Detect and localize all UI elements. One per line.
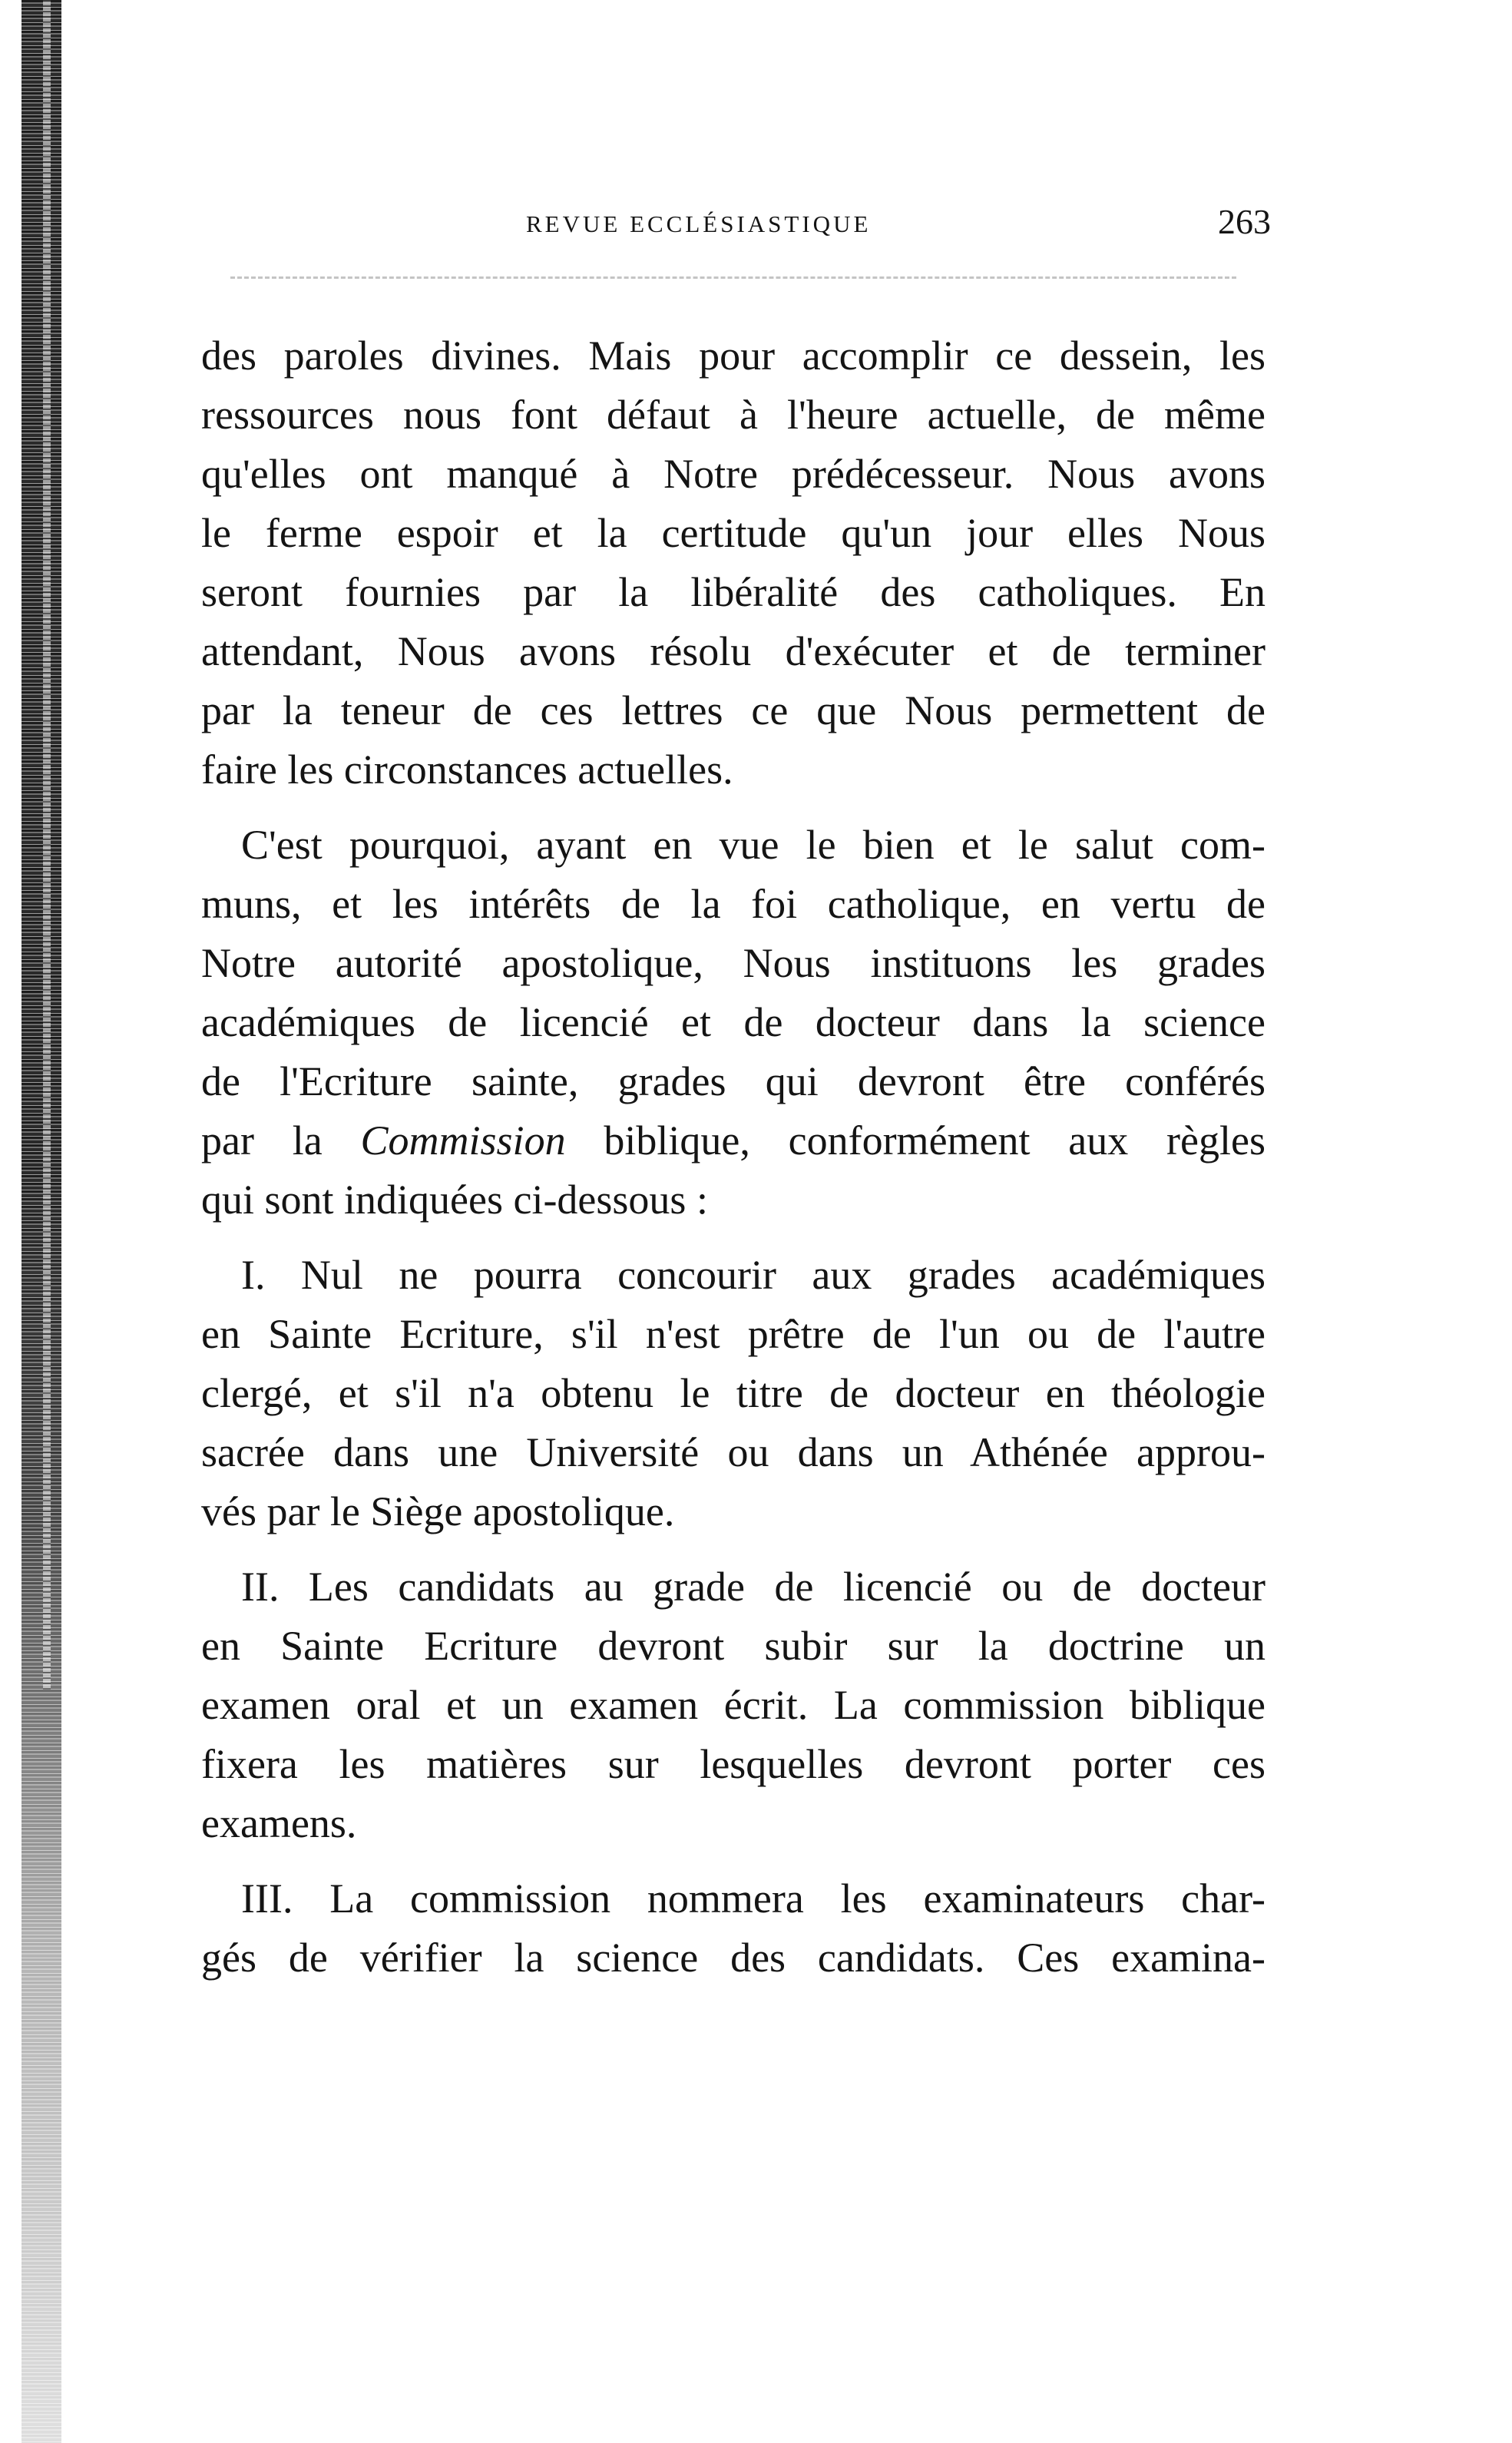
binding-edge-texture <box>43 0 51 1690</box>
text-line: faire les circonstances actuelles. <box>201 746 733 793</box>
text-line: I. Nul ne pourra concourir aux grades académiques <box>241 1252 1266 1298</box>
binding-edge-shadow <box>22 0 61 2443</box>
text-line: qui sont indiquées ci-dessous : <box>201 1177 708 1223</box>
text-line: clergé, et s'il n'a obtenu le titre de docteur en théologie <box>201 1370 1266 1416</box>
text-line: qu'elles ont manqué à Notre prédécesseur. Nous avons <box>201 451 1266 497</box>
text-line: académiques de licencié et de docteur dans la science <box>201 999 1266 1045</box>
running-head <box>203 201 1271 255</box>
body-text <box>201 326 1266 2004</box>
text-line: gés de vérifier la science des candidats. Ces examina- <box>201 1935 1266 1981</box>
text-line: C'est pourquoi, ayant en vue le bien et le salut com- <box>241 822 1266 868</box>
italic-term: Commission <box>360 1117 566 1164</box>
text-line: fixera les matières sur lesquelles devront porter ces <box>201 1741 1266 1787</box>
text-line: seront fournies par la libéralité des catholiques. En <box>201 569 1266 615</box>
running-title: REVUE ECCLÉSIASTIQUE <box>526 210 872 237</box>
text-line: II. Les candidats au grade de licencié ou de docteur <box>241 1564 1266 1610</box>
text-line: muns, et les intérêts de la foi catholique, en vertu de <box>201 881 1266 927</box>
text-line: examen oral et un examen écrit. La commission biblique <box>201 1682 1266 1728</box>
header-rule <box>230 276 1236 282</box>
text-line: ressources nous font défaut à l'heure actuelle, de même <box>201 392 1266 438</box>
text-line: le ferme espoir et la certitude qu'un jour elles Nous <box>201 510 1266 556</box>
text-line: de l'Ecriture sainte, grades qui devront être conférés <box>201 1058 1266 1104</box>
text-line: attendant, Nous avons résolu d'exécuter et de terminer <box>201 628 1266 674</box>
text-line: des paroles divines. Mais pour accomplir ce dessein, les <box>201 333 1266 379</box>
text-line: III. La commission nommera les examinateurs char- <box>241 1875 1266 1922</box>
paragraph-2 <box>201 816 1266 1230</box>
text-line: sacrée dans une Université ou dans un Athénée approu- <box>201 1429 1266 1475</box>
article-3 <box>201 1869 1266 1988</box>
page-number: 263 <box>1218 202 1271 241</box>
text-line-with-italic <box>201 1111 1266 1170</box>
text-line: vés par le Siège apostolique. <box>201 1488 675 1534</box>
article-2 <box>201 1557 1266 1853</box>
text-line: par la teneur de ces lettres ce que Nous permettent de <box>201 687 1266 733</box>
article-1 <box>201 1246 1266 1541</box>
text-line: examens. <box>201 1800 357 1846</box>
text-line: en Sainte Ecriture, s'il n'est prêtre de l'un ou de l'autre <box>201 1311 1266 1357</box>
paragraph-1 <box>201 326 1266 799</box>
text-segment: biblique, conformément aux règles <box>565 1117 1266 1164</box>
text-line: Notre autorité apostolique, Nous instituons les grades <box>201 940 1266 986</box>
text-line: en Sainte Ecriture devront subir sur la doctrine un <box>201 1623 1266 1669</box>
text-segment: par la <box>201 1117 361 1164</box>
